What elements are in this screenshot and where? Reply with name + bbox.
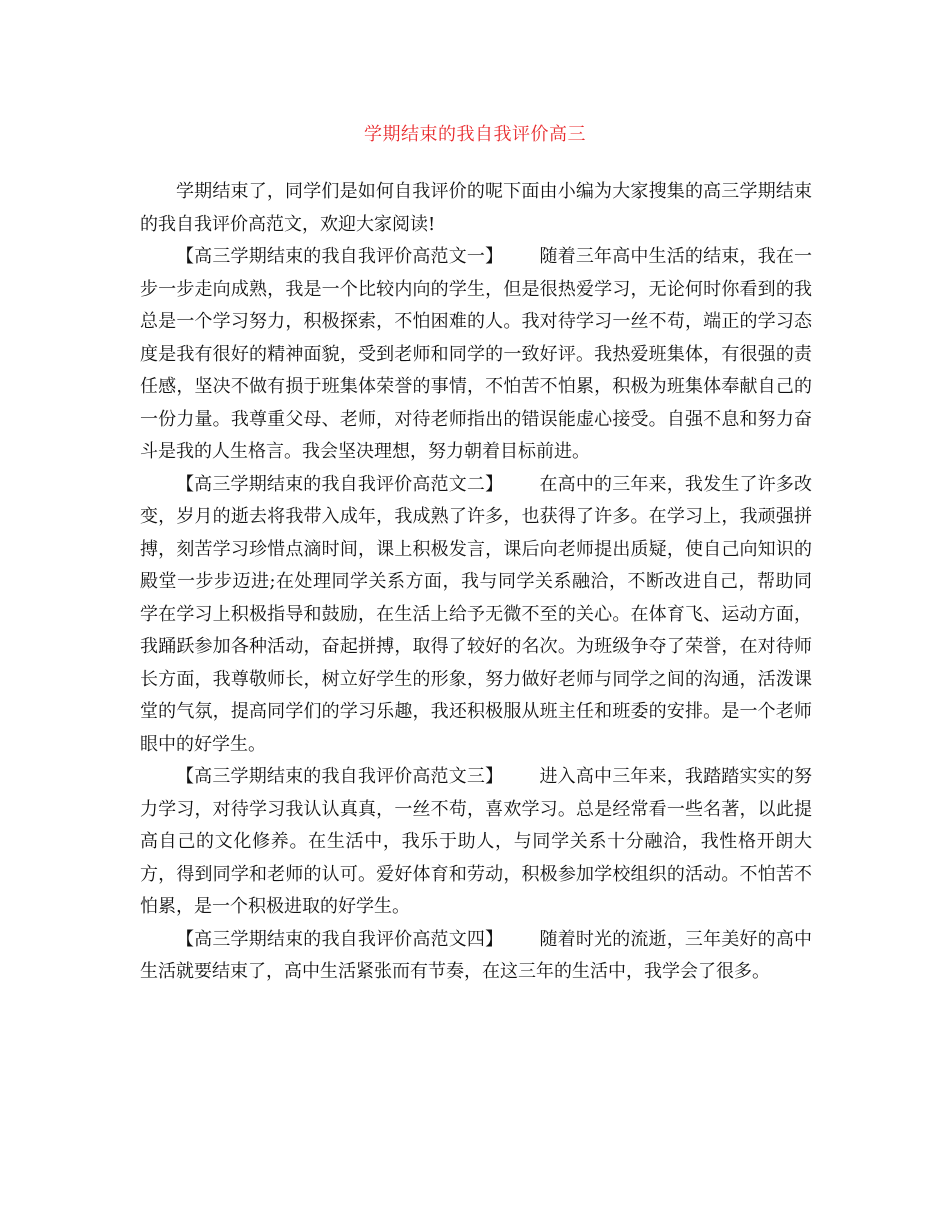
page-title: 学期结束的我自我评价高三 [364, 124, 586, 145]
section-text-4: 随着时光的流逝，三年美好的高中生活就要结束了，高中生活紧张而有节奏，在这三年的生活中，我学会了很多。 [140, 928, 813, 982]
section-heading-4: 【高三学期结束的我自我评价高范文四】 [176, 928, 504, 950]
section-paragraph-2 [140, 469, 812, 762]
section-text-3: 进入高中三年来，我踏踏实实的努力学习，对待学习我认认真真，一丝不苟，喜欢学习。总是经常看一些名著，以此提高自己的文化修养。在生活中，我乐于助人，与同学关系十分融洽，我性格开朗大方，得到同学和老师的认可。爱好体育和劳动，积极参加学校组织的活动。不怕苦不怕累，是一个积极进取的好学生。 [140, 766, 813, 917]
section-text-2: 在高中的三年来，我发生了许多改变，岁月的逝去将我带入成年，我成熟了许多，也获得了许多。在学习上，我顽强拼搏，刻苦学习珍惜点滴时间，课上积极发言，课后向老师提出质疑，使自己向知识的殿堂一步步迈进;在处理同学关系方面，我与同学关系融洽，不断改进自己，帮助同学在学习上积极指导和鼓励，在生活上给予无微不至的关心。在体育飞、运动方面，我踊跃参加各种活动，奋起拼搏，取得了较好的名次。为班级争夺了荣誉，在对待师长方面，我尊敬师长，树立好学生的形象，努力做好老师与同学之间的沟通，活泼课堂的气氛，提高同学们的学习乐趣，我还积极服从班主任和班委的安排。是一个老师眼中的好学生。 [140, 473, 813, 755]
section-text-1: 随着三年高中生活的结束，我在一步一步走向成熟，我是一个比较内向的学生，但是很热爱学习，无论何时你看到的我总是一个学习努力，积极探索，不怕困难的人。我对待学习一丝不苟，端正的学习态度是我有很好的精神面貌，受到老师和同学的一致好评。我热爱班集体，有很强的责任感，坚决不做有损于班集体荣誉的事情，不怕苦不怕累，积极为班集体奉献自己的一份力量。我尊重父母、老师，对待老师指出的错误能虚心接受。自强不息和努力奋斗是我的人生格言。我会坚决理想，努力朝着目标前进。 [140, 246, 813, 462]
section-heading-3: 【高三学期结束的我自我评价高范文三】 [176, 766, 504, 787]
section-heading-2: 【高三学期结束的我自我评价高范文二】 [176, 473, 504, 495]
section-paragraph-4 [140, 924, 812, 989]
intro-paragraph: 学期结束了，同学们是如何自我评价的呢下面由小编为大家搜集的高三学期结束的我自我评价高范文，欢迎大家阅读! [140, 181, 812, 235]
section-paragraph-1 [140, 241, 812, 469]
document-body [140, 176, 812, 989]
section-paragraph-3 [140, 761, 812, 924]
section-heading-1: 【高三学期结束的我自我评价高范文一】 [176, 246, 504, 267]
